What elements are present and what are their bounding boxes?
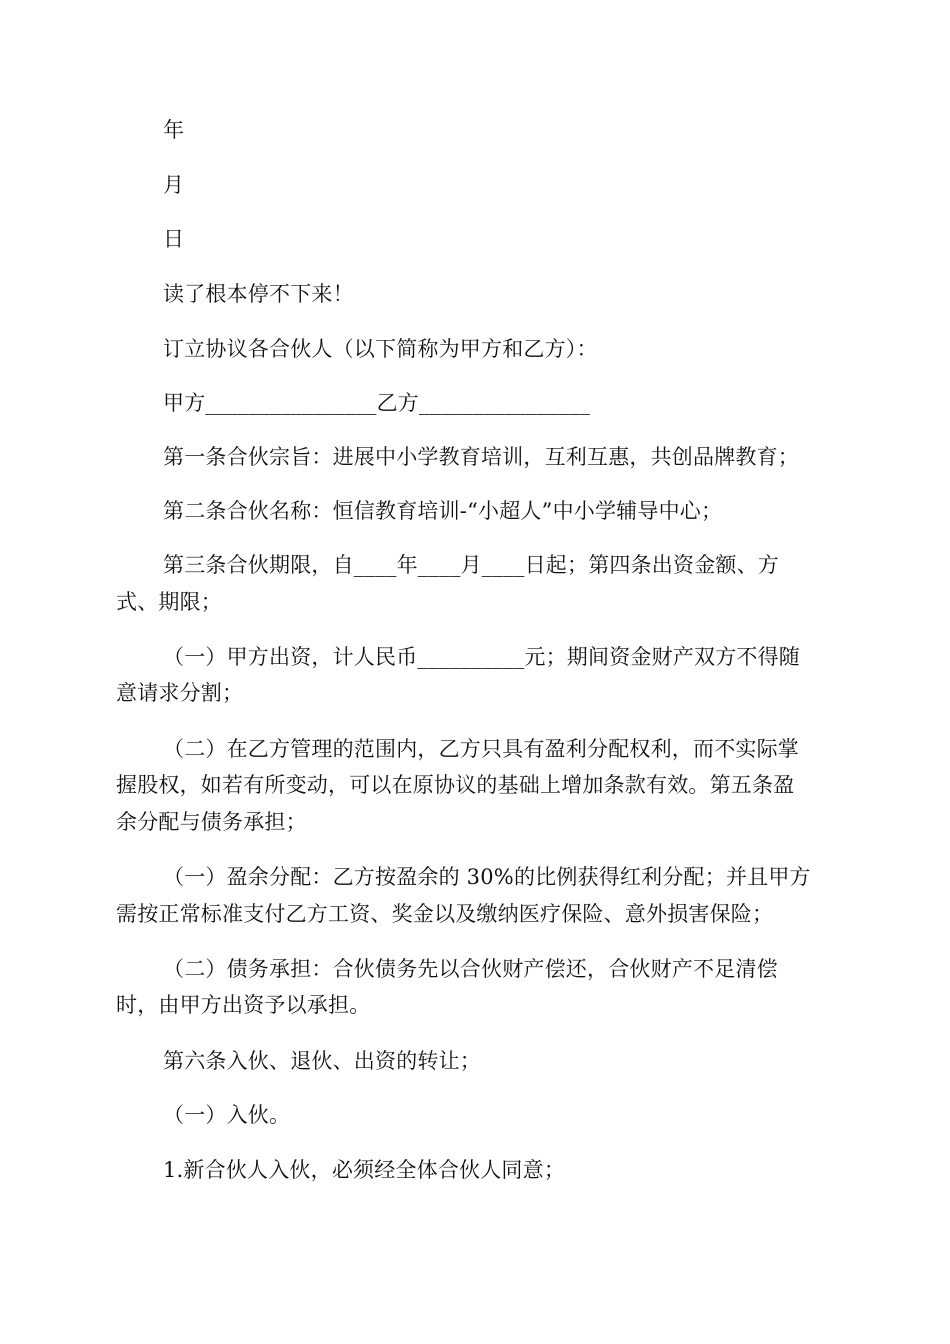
paragraph-text: 读了根本停不下来！ bbox=[163, 282, 354, 306]
clause-text: （二）在乙方管理的范围内，乙方只具有盈利分配权利，而不实际掌 bbox=[163, 737, 799, 761]
article-3-cont: 式、期限； bbox=[116, 590, 222, 614]
article-3: 第三条合伙期限，自____年____月____日起；第四条出资金额、方 bbox=[163, 553, 779, 577]
date-month: 月 bbox=[163, 173, 185, 197]
clause-text: 1.新合伙人入伙，必须经全体合伙人同意； bbox=[163, 1158, 566, 1182]
article-1: 第一条合伙宗旨：进展中小学教育培训，互利互惠，共创品牌教育； bbox=[163, 445, 799, 469]
article-2: 第二条合伙名称：恒信教育培训-“小超人”中小学辅导中心； bbox=[163, 499, 723, 523]
article-6: 第六条入伙、退伙、出资的转让； bbox=[163, 1049, 481, 1073]
clause-text-cont: 需按正常标准支付乙方工资、奖金以及缴纳医疗保险、意外损害保险； bbox=[116, 902, 774, 926]
clause-text-cont: 握股权，如若有所变动，可以在原协议的基础上增加条款有效。第五条盈 bbox=[116, 773, 795, 797]
paragraph-text: 订立协议各合伙人（以下简称为甲方和乙方）： bbox=[163, 337, 598, 361]
clause-text: （一）甲方出资，计人民币__________元；期间资金财产双方不得随 bbox=[163, 645, 800, 669]
clause-text: （一）入伙。 bbox=[163, 1103, 291, 1127]
clause-text-cont: 时，由甲方出资予以承担。 bbox=[116, 993, 371, 1017]
clause-text-cont: 意请求分割； bbox=[116, 681, 244, 705]
clause-text-cont: 余分配与债务承担； bbox=[116, 810, 307, 834]
date-year: 年 bbox=[163, 118, 185, 142]
clause-text: （一）盈余分配：乙方按盈余的 30%的比例获得红利分配；并且甲方 bbox=[163, 865, 811, 889]
clause-text: （二）债务承担：合伙债务先以合伙财产偿还，合伙财产不足清偿 bbox=[163, 957, 778, 981]
date-day: 日 bbox=[163, 227, 185, 251]
parties-line: 甲方________________乙方________________ bbox=[163, 391, 591, 415]
